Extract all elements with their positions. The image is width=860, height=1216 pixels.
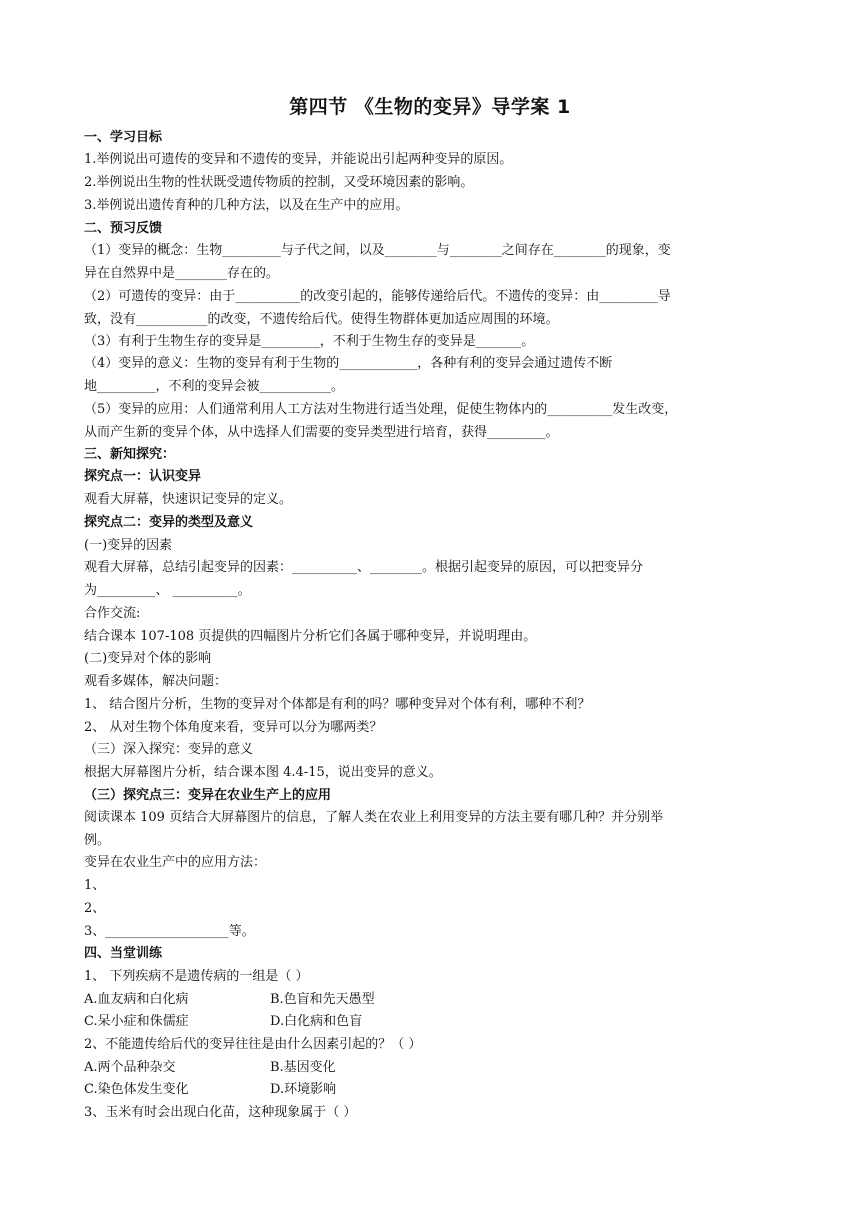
question-1: 1、 结合图片分析，生物的变异对个体都是有利的吗？哪种变异对个体有利，哪种不利？ [84, 697, 591, 712]
practice-question-3: 3、玉米有时会出现白化苗，这种现象属于（ ） [84, 1105, 357, 1120]
q2-option-d: D.环境影响 [270, 1082, 337, 1097]
subsection-factors: (一)变异的因素 [84, 538, 173, 553]
q2-option-a: A.两个品种杂交 [84, 1060, 176, 1075]
preview-item-4-cont: 地_________，不利的变异会被___________。 [84, 379, 345, 394]
practice-question-1: 1、 下列疾病不是遗传病的一组是（ ） [84, 969, 309, 984]
q2-options-row-1 [84, 1058, 784, 1078]
method-2: 2、 [84, 901, 106, 916]
explore-point-3-heading: （三）探究点三：变异在农业生产上的应用 [84, 788, 332, 803]
subsection-individual-effect: (二)变异对个体的影响 [84, 651, 212, 666]
q1-options-row-2 [84, 1012, 784, 1032]
explore-point-1-heading: 探究点一：认识变异 [84, 469, 202, 484]
multimedia-text: 观看多媒体，解决问题： [84, 674, 228, 689]
preview-item-5-cont: 从而产生新的变异个体，从中选择人们需要的变异类型进行培育，获得_________。 [84, 425, 559, 440]
objective-3: 3.举例说出遗传育种的几种方法，以及在生产中的应用。 [84, 198, 409, 213]
preview-item-2-cont: 致，没有___________的改变，不遗传给后代。使得生物群体更加适应周围的环境。 [84, 312, 559, 327]
preview-item-5: （5）变异的应用：人们通常利用人工方法对生物进行适当处理，促使生物体内的__________发生改变， [84, 402, 678, 417]
explore-point-2-heading: 探究点二：变异的类型及意义 [84, 515, 254, 530]
cooperation-text: 结合课本 107-108 页提供的四幅图片分析它们各属于哪种变异，并说明理由。 [84, 629, 537, 644]
reading-text: 阅读课本 109 页结合大屏幕图片的信息，了解人类在农业上利用变异的方法主要有哪几种？并分别举 [84, 810, 664, 825]
section-heading-practice: 四、当堂训练 [84, 946, 163, 961]
q1-option-d: D.白化病和色盲 [270, 1014, 363, 1029]
explore-point-1-text: 观看大屏幕，快速识记变异的定义。 [84, 492, 293, 507]
subsection-significance: （三）深入探究：变异的意义 [84, 742, 254, 757]
question-2: 2、 从对生物个体角度来看，变异可以分为哪两类？ [84, 720, 383, 735]
page-title: 第四节 《生物的变异》导学案 1 [289, 96, 571, 118]
method-1: 1、 [84, 878, 106, 893]
q2-option-c: C.染色体发生变化 [84, 1082, 189, 1097]
cooperation-label: 合作交流: [84, 606, 141, 621]
significance-text: 根据大屏幕图片分析，结合课本图 4.4-15，说出变异的意义。 [84, 765, 442, 780]
preview-item-1-cont: 异在自然界中是________存在的。 [84, 266, 280, 281]
preview-item-4: （4）变异的意义：生物的变异有利于生物的____________，各种有利的变异会通过遗传不断 [84, 356, 613, 371]
method-3: 3、___________________等。 [84, 924, 255, 939]
q1-option-a: A.血友病和白化病 [84, 992, 189, 1007]
section-heading-objectives: 一、学习目标 [84, 130, 163, 145]
practice-question-2: 2、不能遗传给后代的变异往往是由什么因素引起的？（ ） [84, 1037, 422, 1052]
objective-2: 2.举例说出生物的性状既受遗传物质的控制，又受环境因素的影响。 [84, 175, 474, 190]
q1-option-b: B.色盲和先天愚型 [270, 992, 375, 1007]
factors-text: 观看大屏幕，总结引起变异的因素：__________、________。根据引起变异的原因，可以把变异分 [84, 560, 644, 575]
preview-item-3: （3）有利于生物生存的变异是_________，不利于生物生存的变异是_______。 [84, 334, 535, 349]
objective-1: 1.举例说出可遗传的变异和不遗传的变异，并能说出引起两种变异的原因。 [84, 152, 513, 167]
q2-option-b: B.基因变化 [270, 1060, 336, 1075]
q1-option-c: C.呆小症和侏儒症 [84, 1014, 189, 1029]
factors-text-cont: 为_________、 __________。 [84, 583, 251, 598]
q2-options-row-2 [84, 1080, 784, 1100]
preview-item-1: （1）变异的概念：生物_________与子代之间，以及________与________之间存在________的现象，变 [84, 243, 671, 258]
section-heading-preview: 二、预习反馈 [84, 221, 163, 236]
section-heading-explore: 三、新知探究： [84, 447, 176, 462]
application-methods-label: 变异在农业生产中的应用方法： [84, 855, 267, 870]
q1-options-row-1 [84, 990, 784, 1010]
preview-item-2: （2）可遗传的变异：由于__________的改变引起的，能够传递给后代。不遗传的变异：由_________导 [84, 289, 671, 304]
reading-text-cont: 例。 [84, 833, 111, 848]
